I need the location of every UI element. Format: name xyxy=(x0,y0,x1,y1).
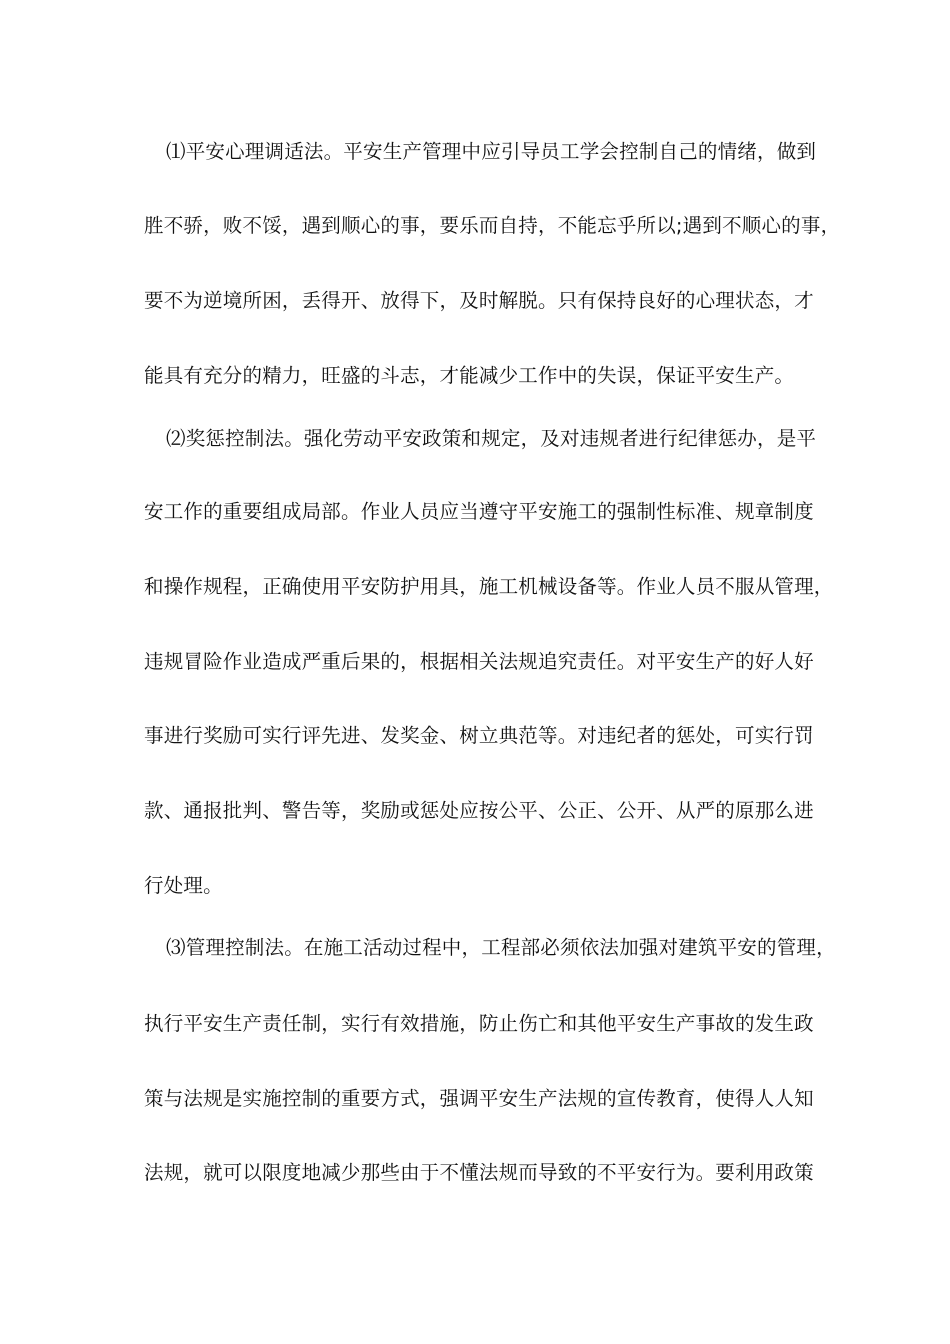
paragraph-1-line-3: 要不为逆境所困，丢得开、放得下，及时解脱。只有保持良好的心理状态，才 xyxy=(144,289,814,312)
paragraph-3-line-4: 法规，就可以限度地减少那些由于不懂法规而导致的不平安行为。要利用政策 xyxy=(144,1161,814,1184)
paragraph-2-line-5: 事进行奖励可实行评先进、发奖金、树立典范等。对违纪者的惩处，可实行罚 xyxy=(144,724,814,747)
paragraph-3-line-1: ⑶管理控制法。在施工活动过程中，工程部必须依法加强对建筑平安的管理， xyxy=(166,936,836,959)
paragraph-2-line-4: 违规冒险作业造成严重后果的，根据相关法规追究责任。对平安生产的好人好 xyxy=(144,650,814,673)
paragraph-1-line-4: 能具有充分的精力，旺盛的斗志，才能减少工作中的失误，保证平安生产。 xyxy=(144,364,795,387)
paragraph-2-line-6: 款、通报批判、警告等，奖励或惩处应按公平、公正、公开、从严的原那么进 xyxy=(144,799,814,822)
paragraph-2-line-2: 安工作的重要组成局部。作业人员应当遵守平安施工的强制性标准、规章制度 xyxy=(144,500,814,523)
paragraph-1-line-2: 胜不骄，败不馁，遇到顺心的事，要乐而自持，不能忘乎所以;遇到不顺心的事， xyxy=(144,214,841,237)
paragraph-1-line-1: ⑴平安心理调适法。平安生产管理中应引导员工学会控制自己的情绪，做到 xyxy=(166,140,817,163)
paragraph-3-line-2: 执行平安生产责任制，实行有效措施，防止伤亡和其他平安生产事故的发生政 xyxy=(144,1012,814,1035)
paragraph-2-line-3: 和操作规程，正确使用平安防护用具，施工机械设备等。作业人员不服从管理， xyxy=(144,575,834,598)
paragraph-2-line-7: 行处理。 xyxy=(144,874,223,897)
paragraph-2-line-1: ⑵奖惩控制法。强化劳动平安政策和规定，及对违规者进行纪律惩办，是平 xyxy=(166,427,817,450)
paragraph-3-line-3: 策与法规是实施控制的重要方式，强调平安生产法规的宣传教育，使得人人知 xyxy=(144,1087,814,1110)
